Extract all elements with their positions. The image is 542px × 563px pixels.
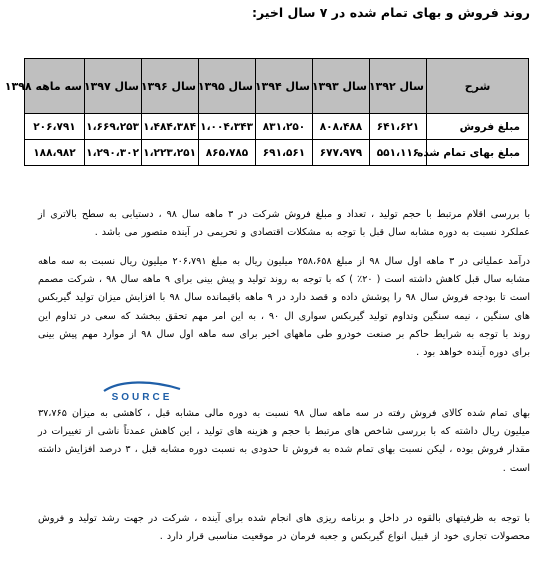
sales-cost-table [4, 58, 529, 166]
table-cell: ۱،۴۸۴،۳۸۴ [142, 114, 199, 140]
table-header-row [25, 59, 529, 114]
table-cell: ۱،۰۰۴،۳۴۳ [199, 114, 256, 140]
table-cell: ۱،۲۹۰،۳۰۲ [85, 140, 142, 166]
table-cell: ۲۰۶،۷۹۱ [25, 114, 85, 140]
table-cell: ۶۷۷،۹۷۹ [313, 140, 370, 166]
table-cell: ۶۹۱،۵۶۱ [256, 140, 313, 166]
header-year-1394: سال ۱۳۹۴ [256, 59, 313, 114]
table-cell: ۸۰۸،۴۸۸ [313, 114, 370, 140]
header-year-1393: سال ۱۳۹۳ [313, 59, 370, 114]
paragraph-capacity: با توجه به ظرفیتهای بالقوه در داخل و برنامه ریزی های انجام شده برای آینده ، شرکت در جهت رشد تولید و فروش محصولات تجاری خود از قبیل انواع گیربکس و جعبه فرمان در موقعیت مناسبی قرار دارد . [38, 513, 530, 543]
header-year-1396: سال ۱۳۹۶ [142, 59, 199, 114]
header-description: شرح [427, 59, 529, 114]
table-row-sales [25, 114, 529, 140]
source-watermark-logo [100, 382, 184, 402]
section-heading: روند فروش و بهای تمام شده در ۷ سال اخیر: [252, 5, 530, 20]
row-label: مبلغ فروش [427, 114, 529, 140]
header-q1-1398: سه ماهه ۱۳۹۸ [25, 59, 85, 114]
header-year-1392: سال ۱۳۹۲ [370, 59, 427, 114]
table-cell: ۵۵۱،۱۱۶ [370, 140, 427, 166]
table-row-cost [25, 140, 529, 166]
logo-swoosh [104, 382, 180, 391]
header-year-1395: سال ۱۳۹۵ [199, 59, 256, 114]
paragraph-cost-of-goods: بهای تمام شده کالای فروش رفته در سه ماهه سال ۹۸ نسبت به دوره مالی مشابه قبل ، کاهشی به میزان ۳۷،۷۶۵ میلیون ریال داشته که با بررسی شاخص های مرتبط با حجم و هزینه های تولید ، این کاهش عمدتاً ناشی از تغییرات در مقدار فروش بوده ، لیکن نسبت بهای تمام شده به فروش تا حدودی به نسبت دوره مشابه قبل ، ۳ درصد افزایش داشته است . [38, 408, 530, 474]
row-label: مبلغ بهای تمام شده [427, 140, 529, 166]
table-cell: ۱،۲۲۳،۲۵۱ [142, 140, 199, 166]
paragraph-operating-revenue: درآمد عملیاتی در ۳ ماهه اول سال ۹۸ از مبلغ ۲۵۸،۶۵۸ میلیون ریال به مبلغ ۲۰۶،۷۹۱ میلیون ریال نسبت به سه ماهه مشابه سال قبل کاهش داشته است ( ۲۰٪ ) که با توجه به روند تولید و پیش بینی برای ۹ ماهه سال ۹۸ ، شرکت مصمم است تا بودجه فروش سال ۹۸ را پوشش داده و قصد دارد در ۹ ماهه باقیمانده سال ۹۸ با افزایش میزان تولید گیربکس های سنگین ، نیمه سنگین وتداوم تولید گیربکس سواری ال ۹۰ ، به این امر مهم تحقق ببخشد که سعی در تداوم این روند با توجه به شرایط حاکم بر صنعت خودرو طی ماههای اخیر برای سه ماهه اول سال ۹۸ از موارد مهم پیش بینی برای دوره آینده خواهد بود . [38, 256, 531, 359]
table-cell: ۶۴۱،۶۲۱ [370, 114, 427, 140]
table-cell: ۸۳۱،۲۵۰ [256, 114, 313, 140]
logo-text: SOURCE [111, 392, 173, 403]
table-cell: ۱۸۸،۹۸۲ [25, 140, 85, 166]
header-year-1397: سال ۱۳۹۷ [85, 59, 142, 114]
table-cell: ۱،۶۶۹،۲۵۳ [85, 114, 142, 140]
table-cell: ۸۶۵،۷۸۵ [199, 140, 256, 166]
paragraph-outlook: با بررسی اقلام مرتبط با حجم تولید ، تعداد و مبلغ فروش شرکت در ۳ ماهه سال ۹۸ ، دستیابی به سطح بالاتری از عملکرد نسبت به دوره مشابه سال قبل با توجه به مشکلات اقتصادی و تحریمی در آینده متصور می باشد . [38, 209, 530, 239]
